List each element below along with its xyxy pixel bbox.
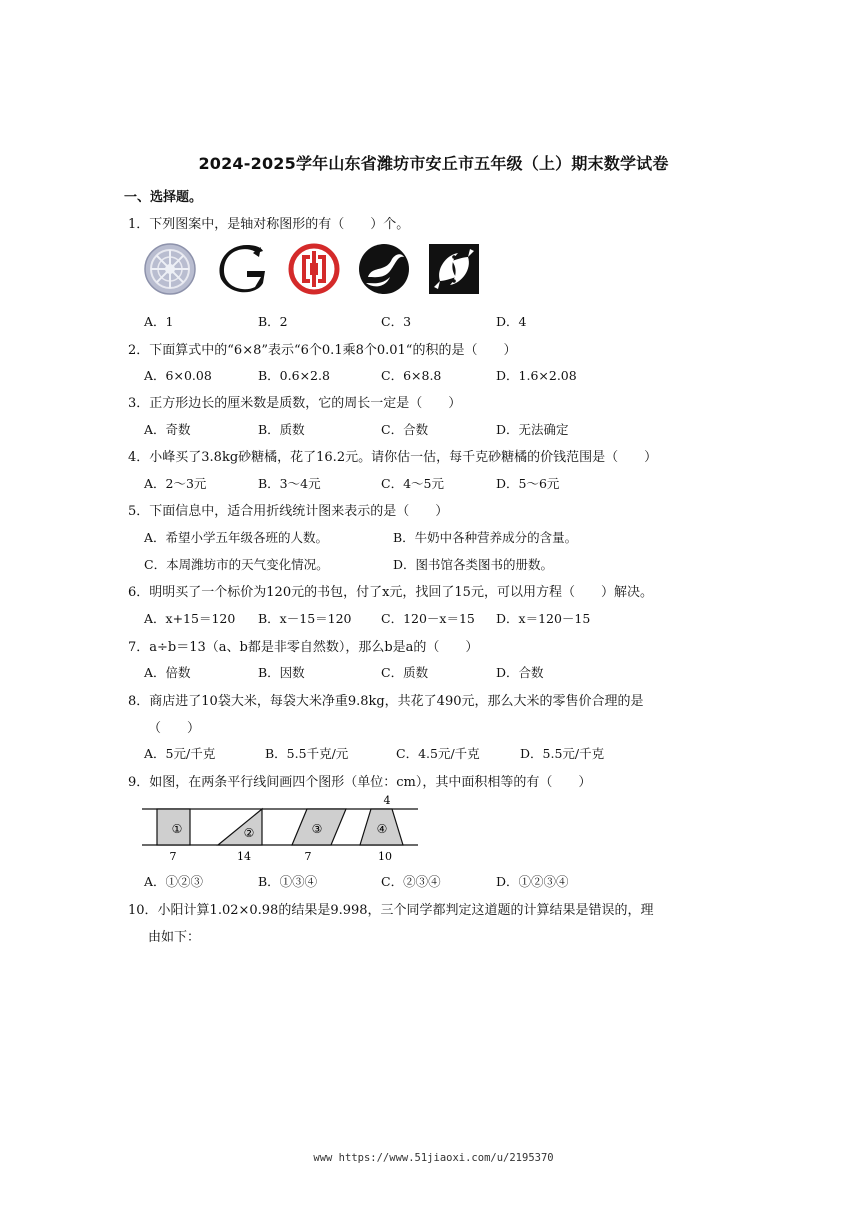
q3-option-b: B．质数 <box>258 422 305 437</box>
q2-option-d: D．1.6×2.08 <box>496 368 577 383</box>
q2-option-a: A．6×0.08 <box>144 368 212 383</box>
q7-option-c: C．质数 <box>381 665 429 680</box>
question-5: 5．下面信息中，适合用折线统计图来表示的是（ ） <box>128 504 449 519</box>
q7-option-d: D．合数 <box>496 665 544 680</box>
q9-option-c: C．②③④ <box>381 874 441 889</box>
question-1: 1．下列图案中，是轴对称图形的有（ ）个。 <box>128 217 410 232</box>
q9-option-b: B．①③④ <box>258 874 318 889</box>
q6-option-d: D．x＝120－15 <box>496 611 591 626</box>
question-2: 2．下面算式中的“6×8”表示“6个0.1乘8个0.01“的积的是（ ） <box>128 343 517 358</box>
q3-option-a: A．奇数 <box>144 422 191 437</box>
q5-option-b: B．牛奶中各种营养成分的含量。 <box>393 530 578 545</box>
shape-4-label: ④ <box>376 822 388 836</box>
bank-logo-icon <box>288 243 340 295</box>
question-10-continued: 由如下： <box>148 930 201 945</box>
q4-option-a: A．2～3元 <box>144 476 207 491</box>
q6-option-a: A．x+15＝120 <box>144 611 236 626</box>
q7-option-b: B．因数 <box>258 665 305 680</box>
q1-option-b: B．2 <box>258 314 288 329</box>
q3-option-d: D．无法确定 <box>496 422 569 437</box>
question-8-continued: （ ） <box>148 721 201 736</box>
q1-option-d: D．4 <box>496 314 527 329</box>
q2-option-c: C．6×8.8 <box>381 368 442 383</box>
question-1-patterns <box>144 243 484 298</box>
question-6: 6．明明买了一个标价为120元的书包，付了x元，找回了15元，可以用方程（ ）解决。 <box>128 585 653 600</box>
q5-option-d: D．图书馆各类图书的册数。 <box>393 557 554 572</box>
q3-option-c: C．合数 <box>381 422 429 437</box>
q7-option-a: A．倍数 <box>144 665 191 680</box>
q4-option-b: B．3～4元 <box>258 476 321 491</box>
footer-url[interactable]: www https://www.51jiaoxi.com/u/2195370 <box>313 1152 554 1164</box>
shape-1-label: ① <box>171 822 183 836</box>
question-9: 9．如图，在两条平行线间画四个图形（单位：cm），其中面积相等的有（ ） <box>128 775 592 790</box>
q6-option-b: B．x－15＝120 <box>258 611 352 626</box>
q8-option-d: D．5.5元/千克 <box>520 746 605 761</box>
bottom-label-3: 7 <box>304 850 312 863</box>
page-title: 2024-2025学年山东省潍坊市安丘市五年级（上）期末数学试卷 <box>198 154 669 173</box>
q5-option-a: A．希望小学五年级各班的人数。 <box>144 530 329 545</box>
question-10: 10．小阳计算1.02×0.98的结果是9.998，三个同学都判定这道题的计算结果是错误的，理 <box>128 903 654 918</box>
top-dimension-label: 4 <box>383 794 391 807</box>
yin-yang-swirl-icon <box>358 243 410 295</box>
question-8: 8．商店进了10袋大米，每袋大米净重9.8kg，共花了490元，那么大米的零售价合理的是 <box>128 694 644 709</box>
koi-fish-icon <box>428 243 480 295</box>
shape-3-label: ③ <box>311 822 323 836</box>
q8-option-a: A．5元/千克 <box>144 746 216 761</box>
q4-option-c: C．4～5元 <box>381 476 444 491</box>
q9-option-a: A．①②③ <box>144 874 204 889</box>
q4-option-d: D．5～6元 <box>496 476 560 491</box>
dragon-g-icon <box>217 243 269 295</box>
q8-option-b: B．5.5千克/元 <box>265 746 349 761</box>
shape-2-label: ② <box>243 826 255 840</box>
bottom-label-4: 10 <box>378 850 392 863</box>
wheel-emblem-icon <box>144 243 196 295</box>
section-heading: 一、选择题。 <box>124 190 203 205</box>
q9-option-d: D．①②③④ <box>496 874 569 889</box>
q2-option-b: B．0.6×2.8 <box>258 368 330 383</box>
parallel-lines-figure <box>140 793 425 865</box>
q6-option-c: C．120－x＝15 <box>381 611 475 626</box>
question-3: 3．正方形边长的厘米数是质数，它的周长一定是（ ） <box>128 396 462 411</box>
question-7: 7．a÷b＝13（a、b都是非零自然数），那么b是a的（ ） <box>128 640 479 655</box>
q8-option-c: C．4.5元/千克 <box>396 746 480 761</box>
q5-option-c: C．本周潍坊市的天气变化情况。 <box>144 557 329 572</box>
q1-option-a: A．1 <box>144 314 174 329</box>
bottom-label-1: 7 <box>169 850 177 863</box>
q1-option-c: C．3 <box>381 314 412 329</box>
shape-2-triangle <box>218 809 262 845</box>
question-4: 4．小峰买了3.8kg砂糖橘，花了16.2元。请你估一估，每千克砂糖橘的价钱范围是（ ） <box>128 450 658 465</box>
bottom-label-2: 14 <box>237 850 251 863</box>
